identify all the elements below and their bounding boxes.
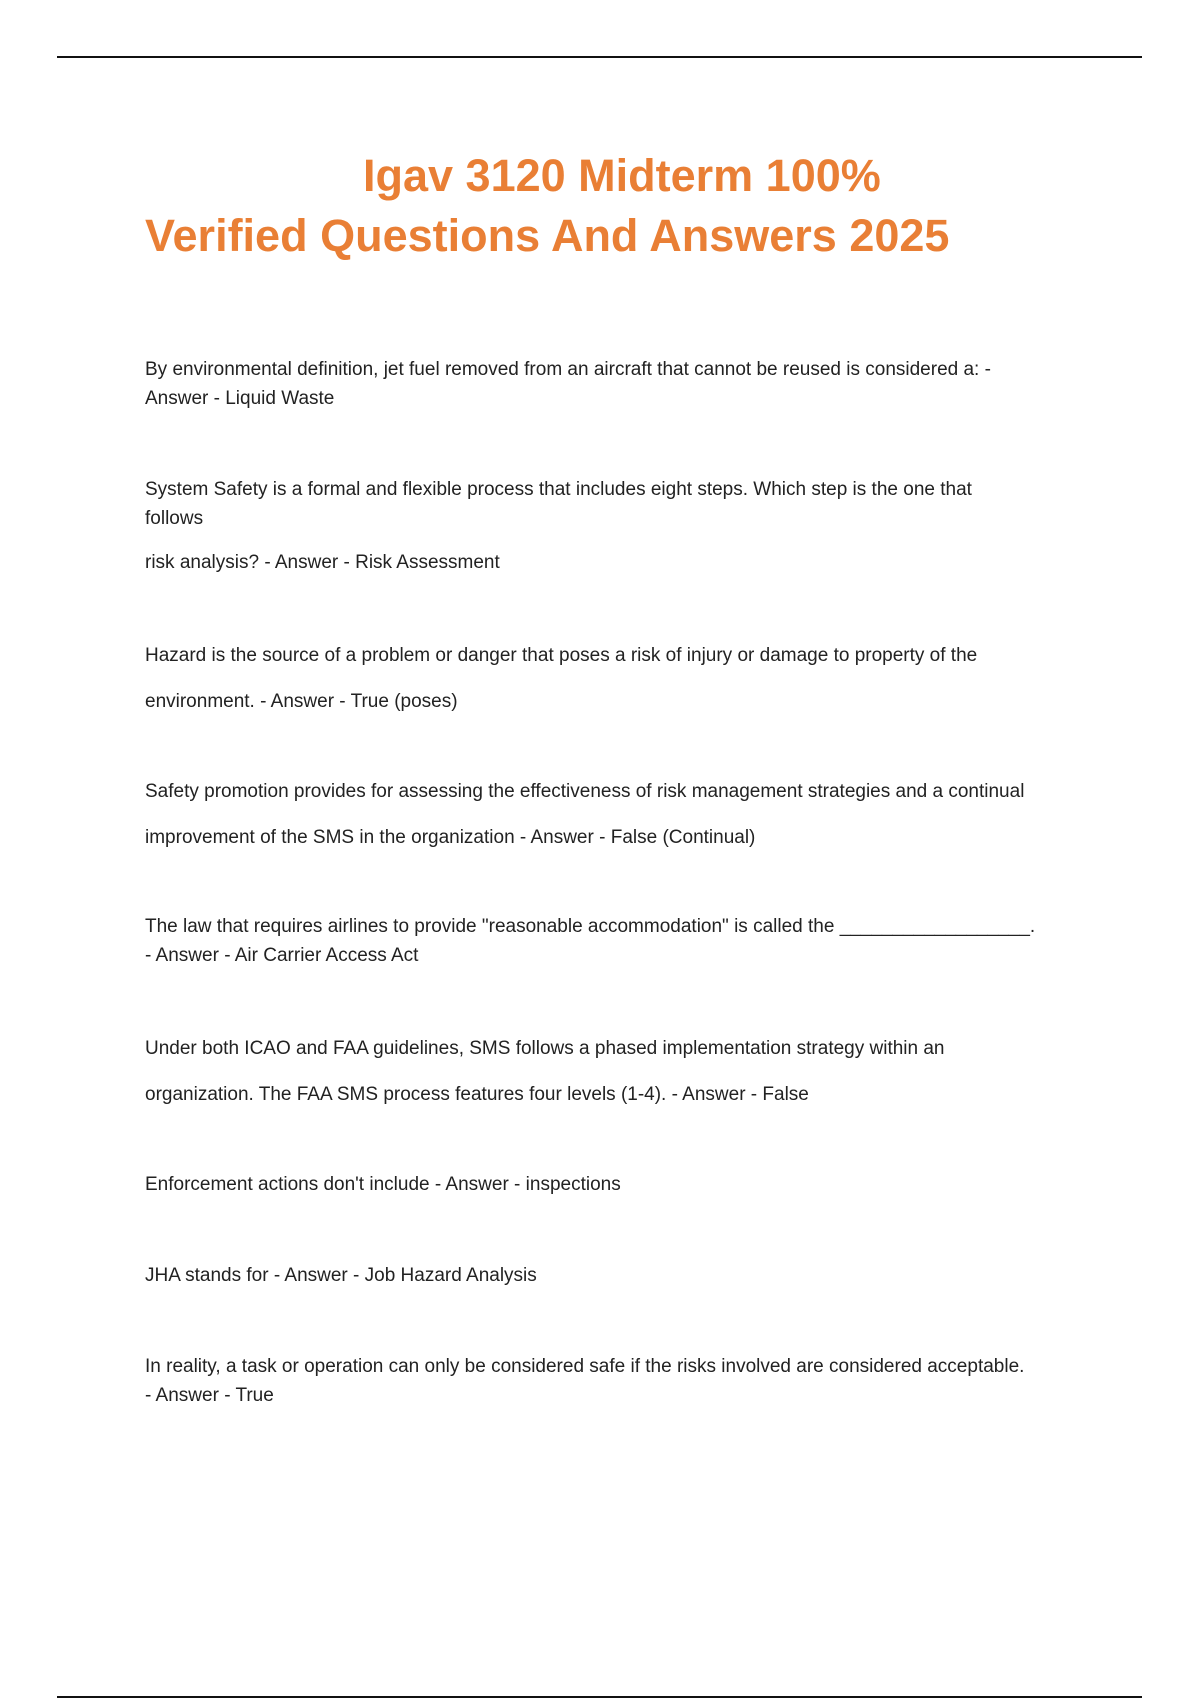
bottom-rule [57,1696,1142,1698]
qa-text: Enforcement actions don't include - Answer - inspections [145,1174,621,1195]
title-line-2: Verified Questions And Answers 2025 [145,210,950,261]
qa-text: improvement of the SMS in the organization - Answer - False (Continual) [145,827,756,848]
qa-text: The law that requires airlines to provide "reasonable accommodation" is called the __________________. [145,916,1036,937]
qa-text: By environmental definition, jet fuel removed from an aircraft that cannot be reused is considered a: - [145,359,991,380]
qa-item-4 [145,777,1095,852]
qa-text: - Answer - Air Carrier Access Act [145,945,419,966]
qa-item-6 [145,1034,1095,1109]
qa-text: System Safety is a formal and flexible process that includes eight steps. Which step is the one that [145,479,972,500]
qa-text: Hazard is the source of a problem or danger that poses a risk of injury or damage to property of the [145,645,978,666]
qa-item-8 [145,1261,1095,1290]
qa-item-7 [145,1170,1095,1199]
qa-text: environment. - Answer - True (poses) [145,691,458,712]
qa-text: risk analysis? - Answer - Risk Assessment [145,552,500,573]
qa-item-9 [145,1352,1095,1410]
qa-item-5 [145,912,1095,970]
qa-text: Under both ICAO and FAA guidelines, SMS follows a phased implementation strategy within an [145,1038,945,1059]
qa-text: organization. The FAA SMS process features four levels (1-4). - Answer - False [145,1084,809,1105]
qa-text: Answer - Liquid Waste [145,388,335,409]
qa-text: - Answer - True [145,1385,274,1406]
document-title [145,146,1095,266]
qa-text: follows [145,508,204,529]
qa-text: Safety promotion provides for assessing the effectiveness of risk management strategies and a continual [145,781,1025,802]
qa-item-2 [145,475,1095,577]
qa-item-1 [145,355,1095,413]
title-line-1: Igav 3120 Midterm 100% [363,150,881,201]
top-rule [57,56,1142,58]
qa-text: In reality, a task or operation can only be considered safe if the risks involved are considered acceptable. [145,1356,1025,1377]
qa-text: JHA stands for - Answer - Job Hazard Analysis [145,1265,537,1286]
qa-item-3 [145,641,1095,716]
